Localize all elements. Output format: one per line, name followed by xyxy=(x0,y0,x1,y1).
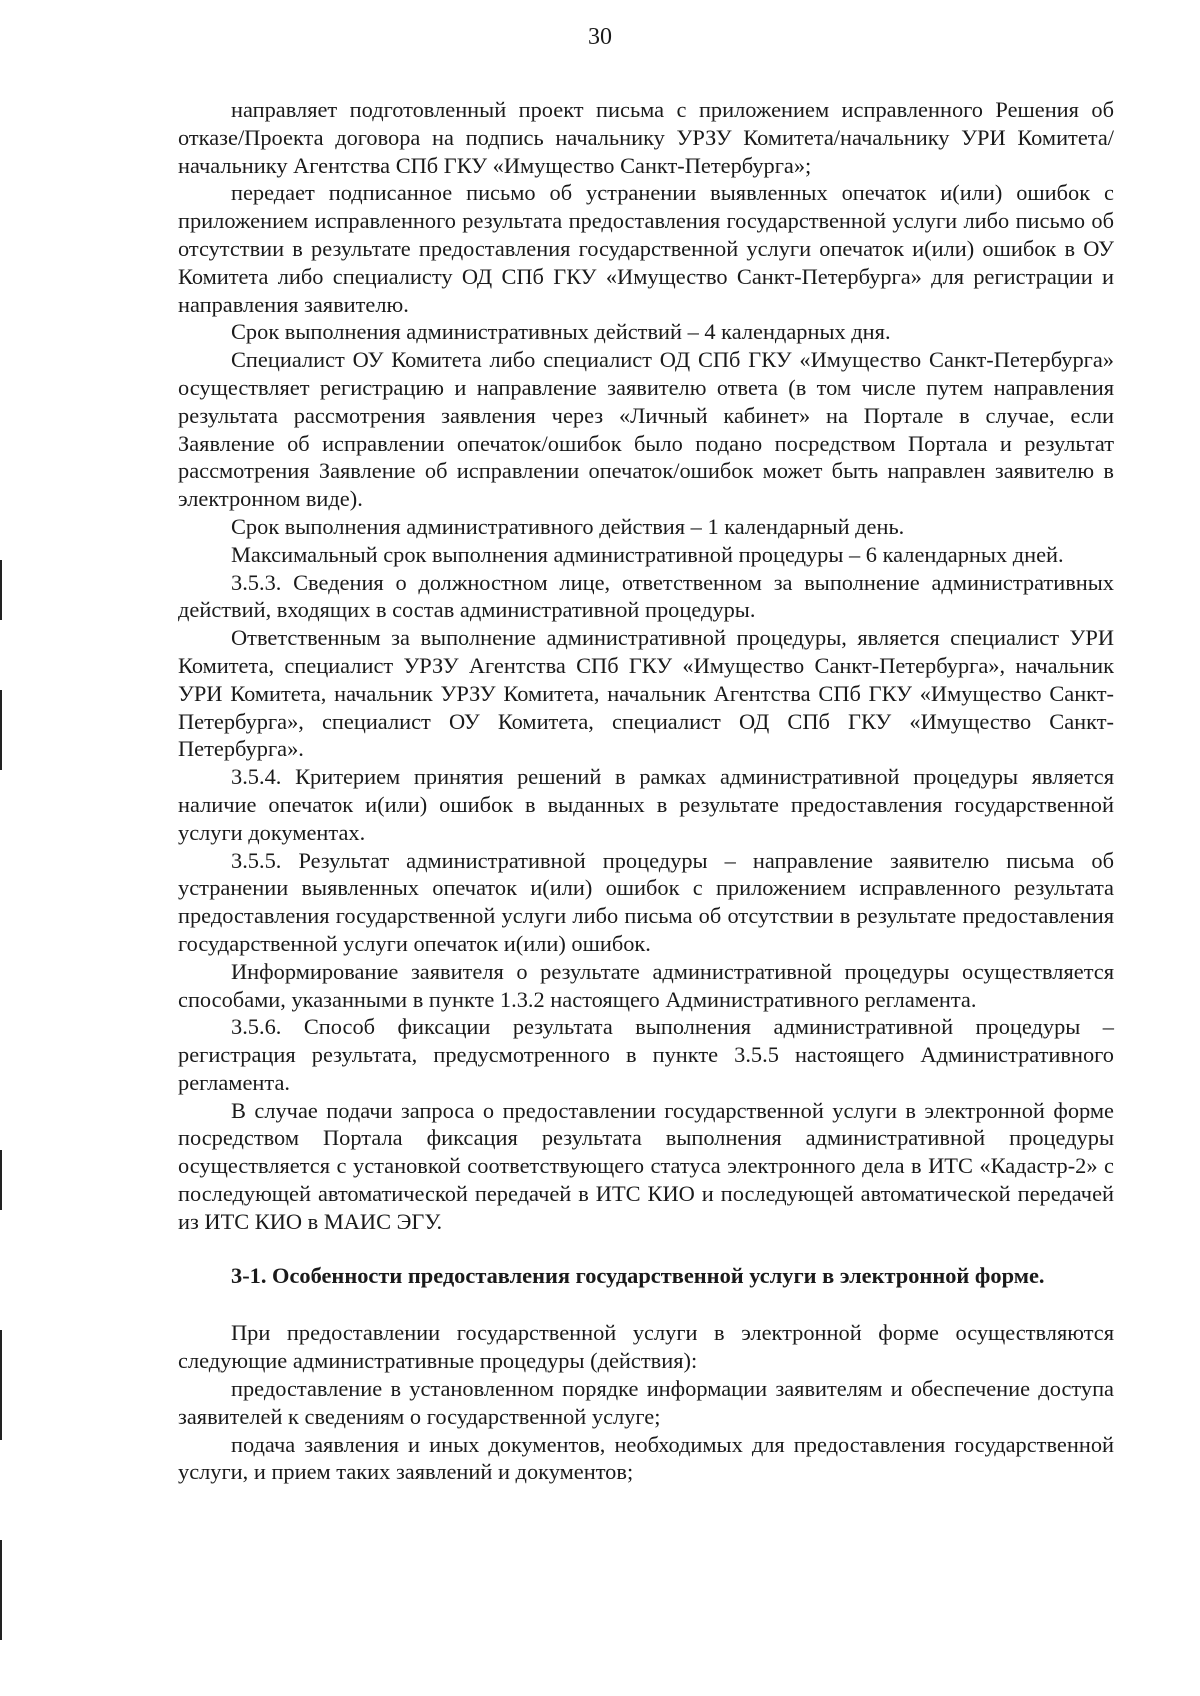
section-heading: 3-1. Особенности предоставления государственной услуги в электронной форме. xyxy=(231,1262,1045,1288)
paragraph: предоставление в установленном порядке информации заявителям и обеспечение доступа заявителей к сведениям о государственной услуге; xyxy=(178,1376,1114,1429)
scan-margin-mark xyxy=(0,690,2,770)
paragraph: В случае подачи запроса о предоставлении государственной услуги в электронной форме посредством Портала фиксация результата выполнения административной процедуры осуществляется с установкой соответствующего статуса электронного дела в ИТС «Кадастр-2» с последующей автоматической передачей в ИТС КИО и последующей автоматической передачей из ИТС КИО в МАИС ЭГУ. xyxy=(178,1097,1114,1234)
paragraph: Срок выполнения административных действий – 4 календарных дня. xyxy=(231,319,891,345)
scan-margin-mark xyxy=(0,1540,2,1640)
scan-margin-mark xyxy=(0,1330,2,1440)
paragraph: Ответственным за выполнение административной процедуры, является специалист УРИ Комитета, специалист УРЗУ Агентства СПб ГКУ «Имущество Санкт-Петербурга», начальник УРИ Комитета, начальник УРЗУ Комитета, начальник Агентства СПб ГКУ «Имущество Санкт-Петербурга», специалист ОУ Комитета, специалист ОД СПб ГКУ «Имущество Санкт-Петербурга». xyxy=(178,625,1114,762)
paragraph: При предоставлении государственной услуги в электронной форме осуществляются следующие административные процедуры (действия): xyxy=(178,1320,1114,1374)
paragraph: 3.5.5. Результат административной процедуры – направление заявителю письма об устранении выявленных опечаток и(или) ошибок с приложением исправленного результата предоставления государственной услуги либо письма об отсутствии в результате предоставления государственной услуги опечаток и(или) ошибок. xyxy=(178,847,1114,956)
paragraph: 3.5.6. Способ фиксации результата выполнения административной процедуры – регистрация результата, предусмотренного в пункте 3.5.5 настоящего Административного регламента. xyxy=(178,1014,1114,1095)
paragraph: 3.5.3. Сведения о должностном лице, ответственном за выполнение административных действий, входящих в состав административной процедуры. xyxy=(178,569,1114,623)
document-body xyxy=(178,96,1114,1486)
scan-margin-mark xyxy=(0,1150,2,1210)
paragraph: 3.5.4. Критерием принятия решений в рамках административной процедуры является наличие опечаток и(или) ошибок в выданных в результате предоставления государственной услуги документах. xyxy=(178,764,1114,845)
paragraph: передает подписанное письмо об устранении выявленных опечаток и(или) ошибок с приложением исправленного результата предоставления государственной услуги либо письмо об отсутствии в результате предоставления государственной услуги опечаток и(или) ошибок в ОУ Комитета либо специалисту ОД СПб ГКУ «Имущество Санкт-Петербурга» для регистрации и направления заявителю. xyxy=(178,180,1114,317)
paragraph: подача заявления и иных документов, необходимых для предоставления государственной услуги, и прием таких заявлений и документов; xyxy=(178,1431,1114,1485)
paragraph: Информирование заявителя о результате административной процедуры осуществляется способами, указанными в пункте 1.3.2 настоящего Административного регламента. xyxy=(178,958,1114,1012)
paragraph: направляет подготовленный проект письма с приложением исправленного Решения об отказе/Проекта договора на подпись начальнику УРЗУ Комитета/начальнику УРИ Комитета/начальнику Агентства СПб ГКУ «Имущество Санкт-Петербурга»; xyxy=(178,97,1114,178)
paragraph: Специалист ОУ Комитета либо специалист ОД СПб ГКУ «Имущество Санкт-Петербурга» осуществляет регистрацию и направление заявителю ответа (в том числе путем направления результата рассмотрения заявления через «Личный кабинет» на Портале в случае, если Заявление об исправлении опечаток/ошибок было подано посредством Портала и результат рассмотрения Заявление об исправлении опечаток/ошибок может быть направлен заявителю в электронном виде). xyxy=(178,347,1114,512)
paragraph: Срок выполнения административного действия – 1 календарный день. xyxy=(231,513,905,539)
paragraph: Максимальный срок выполнения административной процедуры – 6 календарных дней. xyxy=(231,541,1064,567)
scan-margin-mark xyxy=(0,560,2,620)
page-number: 30 xyxy=(588,24,612,50)
